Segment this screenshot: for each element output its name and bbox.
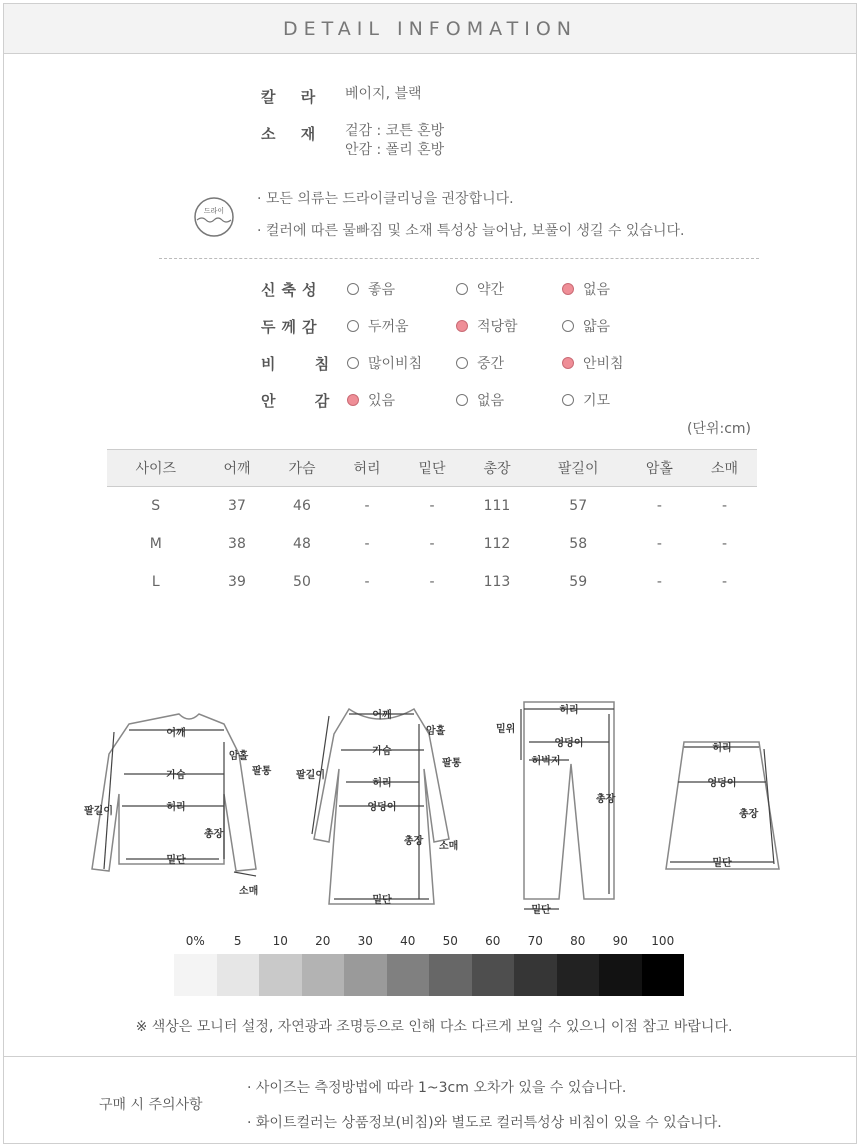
opacity-swatch [599,954,642,996]
pants-rise-label: 밑위 [496,724,516,735]
table-cell: 112 [483,535,511,552]
thickness-option-thick: 두꺼움 [347,316,409,336]
pants-hip-label: 엉덩이 [554,738,584,749]
dress-armhole-label: 암홀 [426,726,446,737]
opacity-scale-label: 10 [272,934,288,948]
radio-dot-selected [562,357,574,369]
table-cell: 39 [228,573,246,590]
size-col-header: 사이즈 [107,450,204,487]
radio-dot [347,320,359,332]
care-line-2: · 컬러에 따른 물빠짐 및 소재 특성상 늘어남, 보풀이 생길 수 있습니다. [257,223,685,239]
top-hem-label: 밑단 [166,855,186,866]
table-cell: 48 [293,535,311,552]
size-table [107,449,757,601]
lining-option-yes: 있음 [347,390,395,410]
top-arm-length-label: 팔길이 [84,806,113,817]
opacity-swatch [642,954,685,996]
table-cell: 57 [569,497,588,514]
opacity-scale-label: 100 [651,934,675,948]
color-disclaimer: ※ 색상은 모니터 설정, 자연광과 조명등으로 인해 다소 다르게 보일 수 있으니 이점 참고 바랍니다. [135,1019,733,1035]
pants-diagram [496,702,616,916]
purchase-notes-section [4,1056,856,1145]
opacity-swatch [217,954,260,996]
radio-dot-selected [456,320,468,332]
top-length-label: 총장 [204,829,224,840]
size-col-header: 총장 [464,450,529,487]
opacity-scale-label: 5 [233,934,242,948]
material-label: 소 재 [261,125,326,143]
table-cell: - [429,497,435,514]
top-waist-label: 허리 [166,802,186,813]
purchase-note-2: · 화이트컬러는 상품정보(비침)와 별도로 컬러특성상 비침이 있을 수 있습니다. [247,1115,722,1131]
sheer-option-none: 안비침 [562,353,624,373]
table-cell: - [721,497,727,514]
detail-header: DETAIL INFOMATION [4,4,856,54]
size-col-header: 가슴 [269,450,334,487]
dashed-divider [159,258,759,259]
top-armhole-label: 암홀 [229,751,249,762]
dress-cuff-label: 소매 [439,841,459,852]
opacity-swatch [387,954,430,996]
dry-clean-icon [193,196,235,238]
table-cell: - [364,535,370,552]
dress-shoulder-label: 어깨 [372,710,392,721]
radio-dot [456,357,468,369]
table-cell: - [429,535,435,552]
dress-length-label: 총장 [404,836,424,847]
opacity-swatch [472,954,515,996]
unit-label: (단위:cm) [686,421,751,437]
opacity-scale-label: 70 [527,934,543,948]
radio-dot [562,320,574,332]
opacity-swatch [344,954,387,996]
table-cell: - [429,573,435,590]
purchase-note-1: · 사이즈는 측정방법에 따라 1~3cm 오차가 있을 수 있습니다. [247,1080,627,1096]
size-col-header: 어깨 [204,450,269,487]
top-shoulder-label: 어깨 [166,728,186,739]
pants-length-label: 총장 [596,794,616,805]
table-cell: 111 [483,497,511,514]
top-cuff-label: 소매 [239,886,259,897]
opacity-scale-label: 60 [485,934,501,948]
size-col-header: 암홀 [627,450,692,487]
radio-dot [562,394,574,406]
table-cell: - [656,535,662,552]
table-cell: - [721,535,727,552]
sheer-option-very: 많이비침 [347,353,422,373]
dress-chest-label: 가슴 [372,746,392,757]
color-label: 칼 라 [261,88,326,106]
opacity-scale-label: 50 [442,934,458,948]
purchase-notes-title: 구매 시 주의사항 [99,1097,203,1113]
sheer-label: 비 침 [261,355,347,373]
opacity-scale-label: 30 [357,934,373,948]
opacity-swatch [514,954,557,996]
lining-option-fleece: 기모 [562,390,610,410]
dress-hem-label: 밑단 [372,895,392,906]
radio-dot-selected [562,283,574,295]
table-cell: 46 [293,497,311,514]
color-value: 베이지, 블랙 [345,86,422,102]
dress-waist-label: 허리 [372,778,392,789]
pants-hem-label: 밑단 [531,905,551,916]
size-row-m [107,525,757,563]
table-cell: 37 [228,497,246,514]
size-col-header: 팔길이 [529,450,626,487]
opacity-scale-label: 40 [400,934,416,948]
radio-dot [347,283,359,295]
size-col-header: 밑단 [399,450,464,487]
radio-dot [456,394,468,406]
care-line-1: · 모든 의류는 드라이클리닝을 권장합니다. [257,191,514,207]
stretch-label: 신축성 [261,281,323,299]
opacity-swatch [429,954,472,996]
table-cell: - [721,573,727,590]
skirt-hem-label: 밑단 [712,858,732,869]
top-diagram [84,714,272,897]
table-cell: M [149,535,162,552]
material-outer: 겉감 : 코튼 혼방 [345,123,445,139]
dress-sleeve-width-label: 팔통 [442,758,462,769]
table-cell: 59 [569,573,588,590]
size-col-header: 허리 [334,450,399,487]
table-cell: - [656,573,662,590]
table-cell: - [364,497,370,514]
opacity-scale-labels [174,934,684,952]
table-cell: 58 [569,535,588,552]
table-cell: L [151,573,160,590]
material-lining: 안감 : 폴리 혼방 [345,142,445,158]
skirt-hip-label: 엉덩이 [707,778,737,789]
table-cell: - [656,497,662,514]
radio-dot-selected [347,394,359,406]
stretch-option-slight: 약간 [456,279,504,299]
skirt-length-label: 총장 [739,809,759,820]
opacity-scale-bar [174,954,684,996]
table-cell: 38 [228,535,246,552]
opacity-swatch [174,954,217,996]
lining-label: 안 감 [261,392,347,410]
lining-option-no: 없음 [456,390,504,410]
size-table-header-row [107,450,757,487]
dress-diagram [296,708,462,906]
skirt-diagram [666,741,779,869]
opacity-swatch [302,954,345,996]
measurement-diagrams [84,694,804,924]
opacity-scale-label: 0% [185,934,205,948]
table-cell: - [364,573,370,590]
pants-waist-label: 허리 [559,705,579,716]
size-col-header: 소매 [692,450,757,487]
size-row-l [107,563,757,601]
dress-hip-label: 엉덩이 [367,802,397,813]
detail-info-frame [3,3,857,1144]
radio-dot [456,283,468,295]
opacity-swatch [557,954,600,996]
sheer-option-medium: 중간 [456,353,504,373]
thickness-option-medium: 적당함 [456,316,518,336]
skirt-waist-label: 허리 [712,743,732,754]
top-chest-label: 가슴 [166,770,186,781]
pants-thigh-label: 허벅지 [531,756,561,767]
dress-arm-length-label: 팔길이 [296,770,325,781]
dry-clean-icon-text: 드라이 [203,207,225,215]
top-sleeve-width-label: 팔통 [252,766,272,777]
thickness-option-thin: 얇음 [562,316,610,336]
stretch-option-good: 좋음 [347,279,395,299]
table-cell: 113 [483,573,511,590]
stretch-option-none: 없음 [562,279,610,299]
opacity-scale-label: 90 [612,934,628,948]
radio-dot [347,357,359,369]
opacity-scale-label: 80 [570,934,586,948]
opacity-swatch [259,954,302,996]
thickness-label: 두께감 [261,318,323,336]
size-row-s [107,487,757,525]
opacity-scale-label: 20 [315,934,331,948]
table-cell: 50 [293,573,311,590]
table-cell: S [151,497,161,514]
